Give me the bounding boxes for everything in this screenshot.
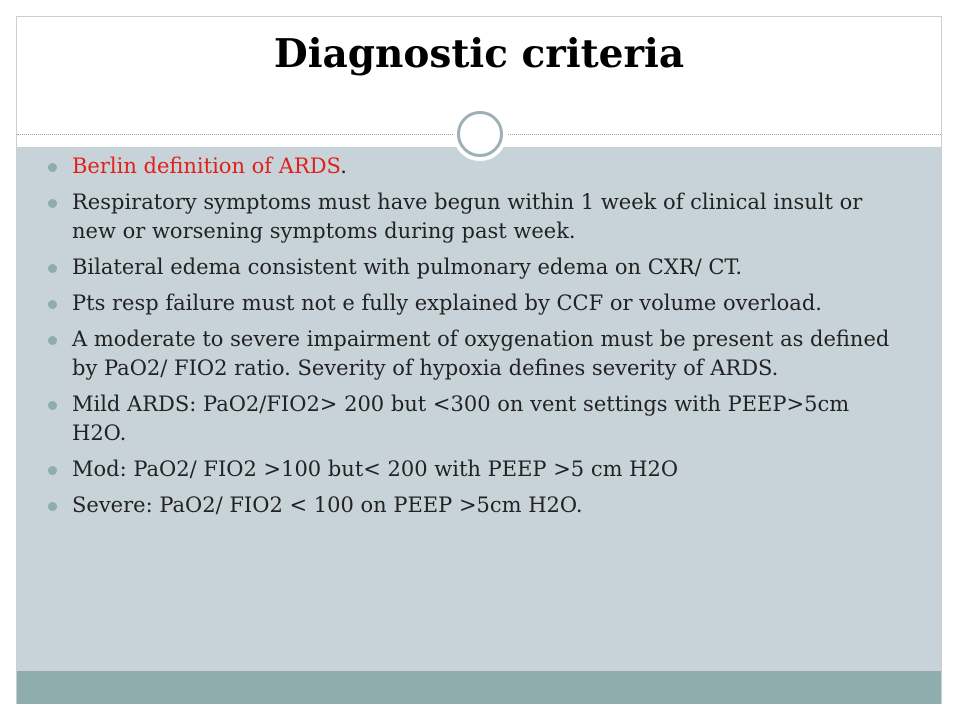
bullet-text: A moderate to severe impairment of oxygenation must be present as defined by PaO2/ FIO2 ratio. Severity of hypoxia defines severity of ARDS. xyxy=(72,327,890,380)
bullet-list xyxy=(36,152,896,527)
bullet-dot-icon xyxy=(48,336,57,345)
slide-title: Diagnostic criteria xyxy=(273,31,685,77)
bullet-text: Mod: PaO2/ FIO2 >100 but< 200 with PEEP >5 cm H2O xyxy=(72,457,679,481)
bullet-text: Berlin definition of ARDS xyxy=(72,154,341,178)
bullet-text-tail: . xyxy=(340,154,347,178)
bullet-dot-icon xyxy=(48,300,57,309)
bullet-item xyxy=(36,253,896,282)
bullet-text: Pts resp failure must not e fully explained by CCF or volume overload. xyxy=(72,291,822,315)
bullet-item xyxy=(36,289,896,318)
bullet-item xyxy=(36,325,896,383)
circle-ring xyxy=(457,111,503,157)
footer-band xyxy=(17,671,941,704)
bullet-dot-icon xyxy=(48,199,57,208)
bullet-dot-icon xyxy=(48,401,57,410)
bullet-text: Mild ARDS: PaO2/FIO2> 200 but <300 on vent settings with PEEP>5cm H2O. xyxy=(72,392,850,445)
bullet-text: Severe: PaO2/ FIO2 < 100 on PEEP >5cm H2O. xyxy=(72,493,583,517)
bullet-text: Bilateral edema consistent with pulmonary edema on CXR/ CT. xyxy=(72,255,743,279)
bullet-item xyxy=(36,188,896,246)
bullet-item xyxy=(36,491,896,520)
bullet-text: Respiratory symptoms must have begun within 1 week of clinical insult or new or worsening symptoms during past week. xyxy=(72,190,863,243)
bullet-dot-icon xyxy=(48,466,57,475)
bullet-item xyxy=(36,455,896,484)
bullet-dot-icon xyxy=(48,502,57,511)
bullet-dot-icon xyxy=(48,163,57,172)
bullet-dot-icon xyxy=(48,264,57,273)
bullet-item xyxy=(36,152,896,181)
bullet-item xyxy=(36,390,896,448)
